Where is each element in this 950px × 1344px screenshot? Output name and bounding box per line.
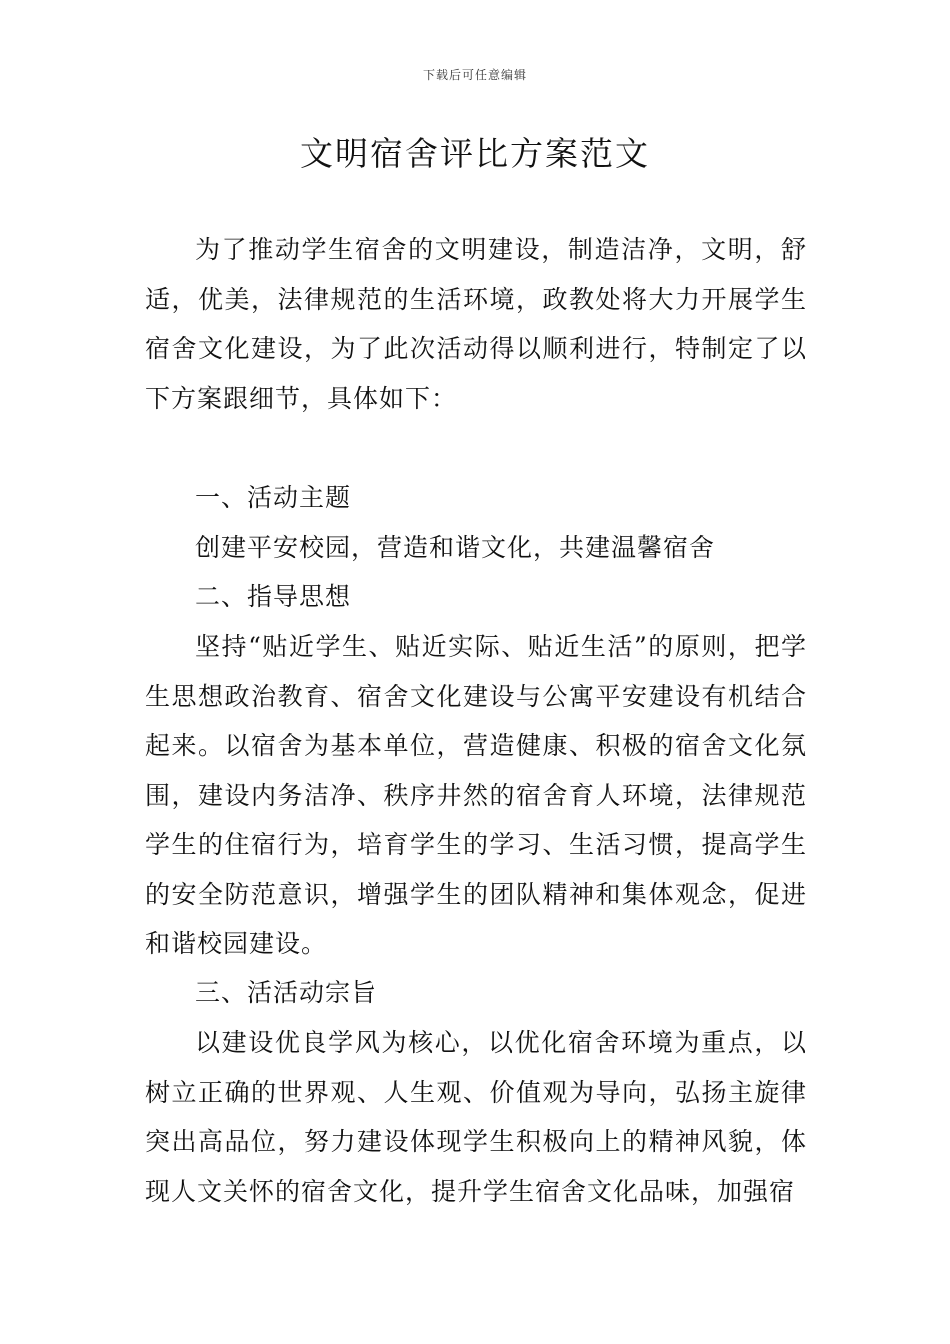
section-heading-purpose: 三、活活动宗旨 (195, 978, 378, 1007)
section-heading-guiding-thought: 二、指导思想 (195, 582, 352, 611)
section-heading-theme: 一、活动主题 (195, 483, 352, 512)
section-body-theme: 创建平安校园，营造和谐文化，共建温馨宿舍 (195, 533, 716, 562)
section-body-guiding-thought: 坚持“贴近学生、贴近实际、贴近生活”的原则，把学生思想政治教育、宿舍文化建设与公寓平安建设有机结合起来。以宿舍为基本单位，营造健康、积极的宿舍文化氛围，建设内务洁净、秩序井然的宿舍育人环境，法律规范学生的住宿行为，培育学生的学习、生活习惯，提高学生的安全防范意识，增强学生的团队精神和集体观念，促进和谐校园建设。 (145, 632, 807, 958)
header-note: 下载后可任意编辑 (422, 68, 527, 82)
intro-paragraph: 为了推动学生宿舍的文明建设，制造洁净，文明，舒适，优美，法律规范的生活环境，政教处将大力开展学生宿舍文化建设，为了此次活动得以顺利进行，特制定了以下方案跟细节，具体如下： (145, 235, 807, 413)
section-body-purpose: 以建设优良学风为核心，以优化宿舍环境为重点，以树立正确的世界观、人生观、价值观为导向，弘扬主旋律突出高品位，努力建设体现学生积极向上的精神风貌，体现人文关怀的宿舍文化，提升学生宿舍文化品味，加强宿 (145, 1028, 807, 1206)
document-title: 文明宿舍评比方案范文 (300, 134, 650, 173)
